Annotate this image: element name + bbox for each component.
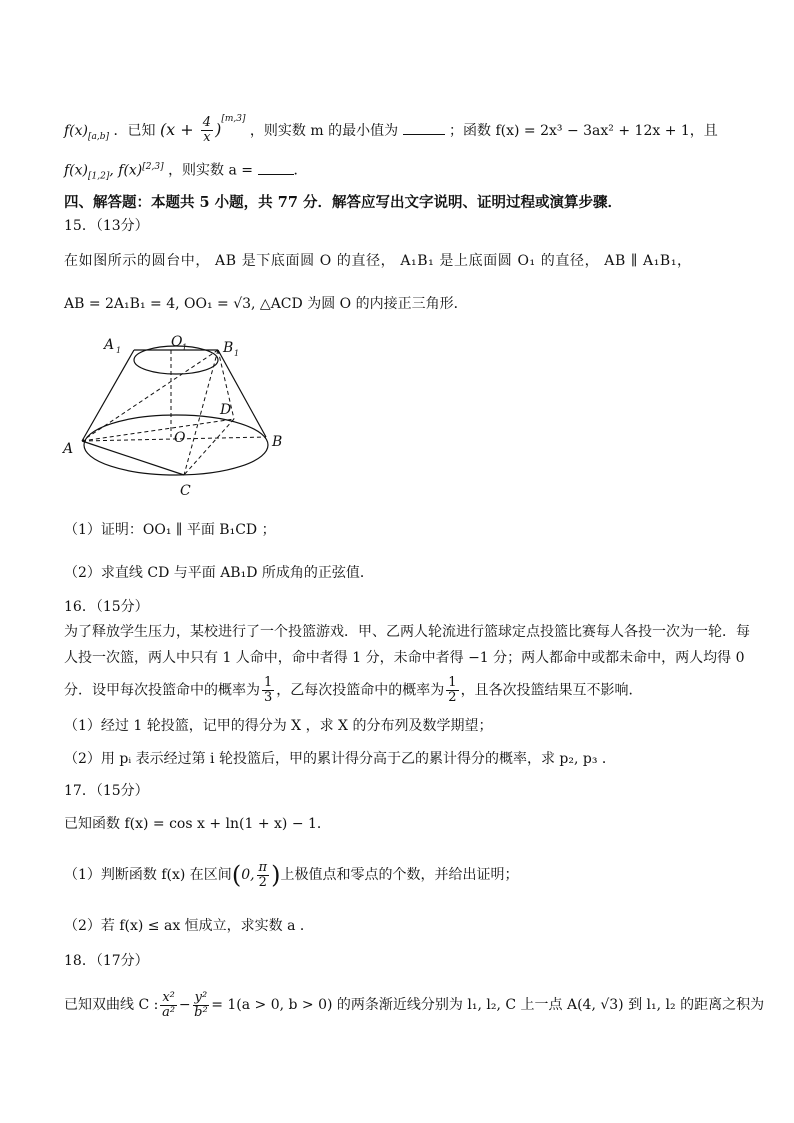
label-a1-sub: 1 [116,346,122,355]
fraction-y2-b2 [193,991,210,1020]
q18-text-1a: 已知双曲线 C : [64,997,159,1013]
label-c: C [180,483,191,499]
q15-part-2: （2）求直线 CD 与平面 AB₁D 所成角的正弦值． [64,565,374,581]
q17-part-1a: （1）判断函数 f(x) 在区间 [64,867,232,883]
fracy-num: y² [194,989,208,1005]
minus-sign: − [178,997,191,1013]
q17-heading: 17．（15分） [64,783,149,799]
frac1-den: 3 [264,690,273,705]
label-o: O [174,430,186,446]
q17-part-1b: 上极值点和零点的个数，并给出证明； [280,867,519,883]
fracx-den: a² [162,1004,176,1020]
function-def-text: ；函数 f(x) = 2x³ − 3ax² + 12x + 1，且 [449,123,718,139]
answer-blank-1[interactable] [403,122,445,135]
paren-expression: (x + $\frac{4}{x}$ ) [159,115,222,145]
q16-text-3 [64,676,734,705]
q18-heading: 18．（17分） [64,953,149,969]
period: ． [293,162,308,179]
label-o1-sub: 1 [182,343,188,352]
q17-part-2: （2）若 f(x) ≤ ax 恒成立，求实数 a ． [64,918,314,934]
pi-den: 2 [258,874,267,890]
frac2-num: 1 [448,675,457,690]
fracx-num: x² [162,989,175,1005]
q16-part-2: （2）用 pᵢ 表示经过第 i 轮投篮后，甲的累计得分高于乙的累计得分的概率，求 p₂, p₃ ． [64,751,616,767]
given-text: ．已知 [113,123,156,139]
min-m-text: ，则实数 m 的最小值为 [249,123,399,139]
interval-sup-2: [2,3] [142,162,164,172]
answer-blank-2[interactable] [258,162,294,175]
q16-text-2: 人投一次篮，两人中只有 1 人命中，命中者得 1 分，未命中者得 −1 分；两人都命中或都未命中，两人均得 0 [64,650,745,666]
label-d: D [220,402,232,418]
frustum-figure [58,333,298,503]
fraction-one-third [262,676,274,705]
section-heading: 四、解答题：本题共 5 小题，共 77 分．解答应写出文字说明、证明过程或演算步骤． [64,194,622,211]
fx-symbol-3: , f(x) [109,162,143,179]
frac2-den: 2 [448,690,457,705]
q16-text-1: 为了释放学生压力，某校进行了一个投篮游戏．甲、乙两人轮流进行篮球定点投篮比赛每人各投一次为一轮．每 [64,624,750,640]
fx-symbol-2: f(x) [64,162,89,179]
q15-heading: 15．（13分） [64,218,149,234]
left-slant-edge [82,350,134,441]
label-b: B [272,434,283,450]
q16-heading: 16．（15分） [64,599,149,615]
label-a1: A [104,337,115,353]
interval-open-paren: ( [231,861,242,889]
exponent-interval: [m,3] [221,114,246,124]
fraction-x2-a2 [160,991,177,1020]
label-o1: O [171,334,183,350]
fraction-4-over-x: $\frac{4}{x}$ [202,115,212,145]
interval-sub: [a,b] [88,131,110,142]
real-a-text: ，则实数 a = [168,162,254,179]
q17-text-1: 已知函数 f(x) = cos x + ln(1 + x) − 1． [64,816,331,832]
segment-ac [82,441,184,475]
fx-symbol: f(x) [64,123,89,139]
q17-part-1 [64,860,734,890]
q16-text-3a: 分．设甲每次投篮命中的概率为 [64,682,260,699]
q18-text-1b: = 1(a > 0, b > 0) 的两条渐近线分别为 l₁, l₂, C 上一点 A(4, √3) 到 l₁, l₂ 的距离之积为 [211,997,765,1013]
q16-text-3b: ，乙每次投篮命中的概率为 [276,682,445,699]
label-b1: B [223,340,234,356]
q15-text-2: AB = 2A₁B₁ = 4, OO₁ = √3, △ACD 为圆 O 的内接正三角形． [64,296,468,312]
q15-part-1: （1）证明：OO₁ ∥ 平面 B₁CD ； [64,522,276,538]
q15-text-1: 在如图所示的圆台中， AB 是下底面圆 O 的直径， A₁B₁ 是上底面圆 O₁ 的直径， AB ∥ A₁B₁， [64,253,692,269]
fill-blank-line-1 [64,109,734,147]
interval-close-paren: ) [271,861,281,889]
pi-num: π [258,859,268,875]
interval-sub-2: [1,2] [88,171,110,182]
q18-text-1 [64,989,765,1020]
interval-left: 0, [241,867,255,883]
q16-text-3c: ，且各次投篮结果互不影响． [460,682,643,699]
fraction-pi-over-2 [257,861,270,890]
fraction-one-half [446,676,458,705]
label-a: A [63,441,74,457]
fill-blank-line-2 [64,157,734,186]
label-b1-sub: 1 [234,349,240,358]
fracy-den: b² [194,1004,208,1020]
q16-part-1: （1）经过 1 轮投篮，记甲的得分为 X ，求 X 的分布列及数学期望； [64,718,493,734]
frac1-num: 1 [264,675,273,690]
